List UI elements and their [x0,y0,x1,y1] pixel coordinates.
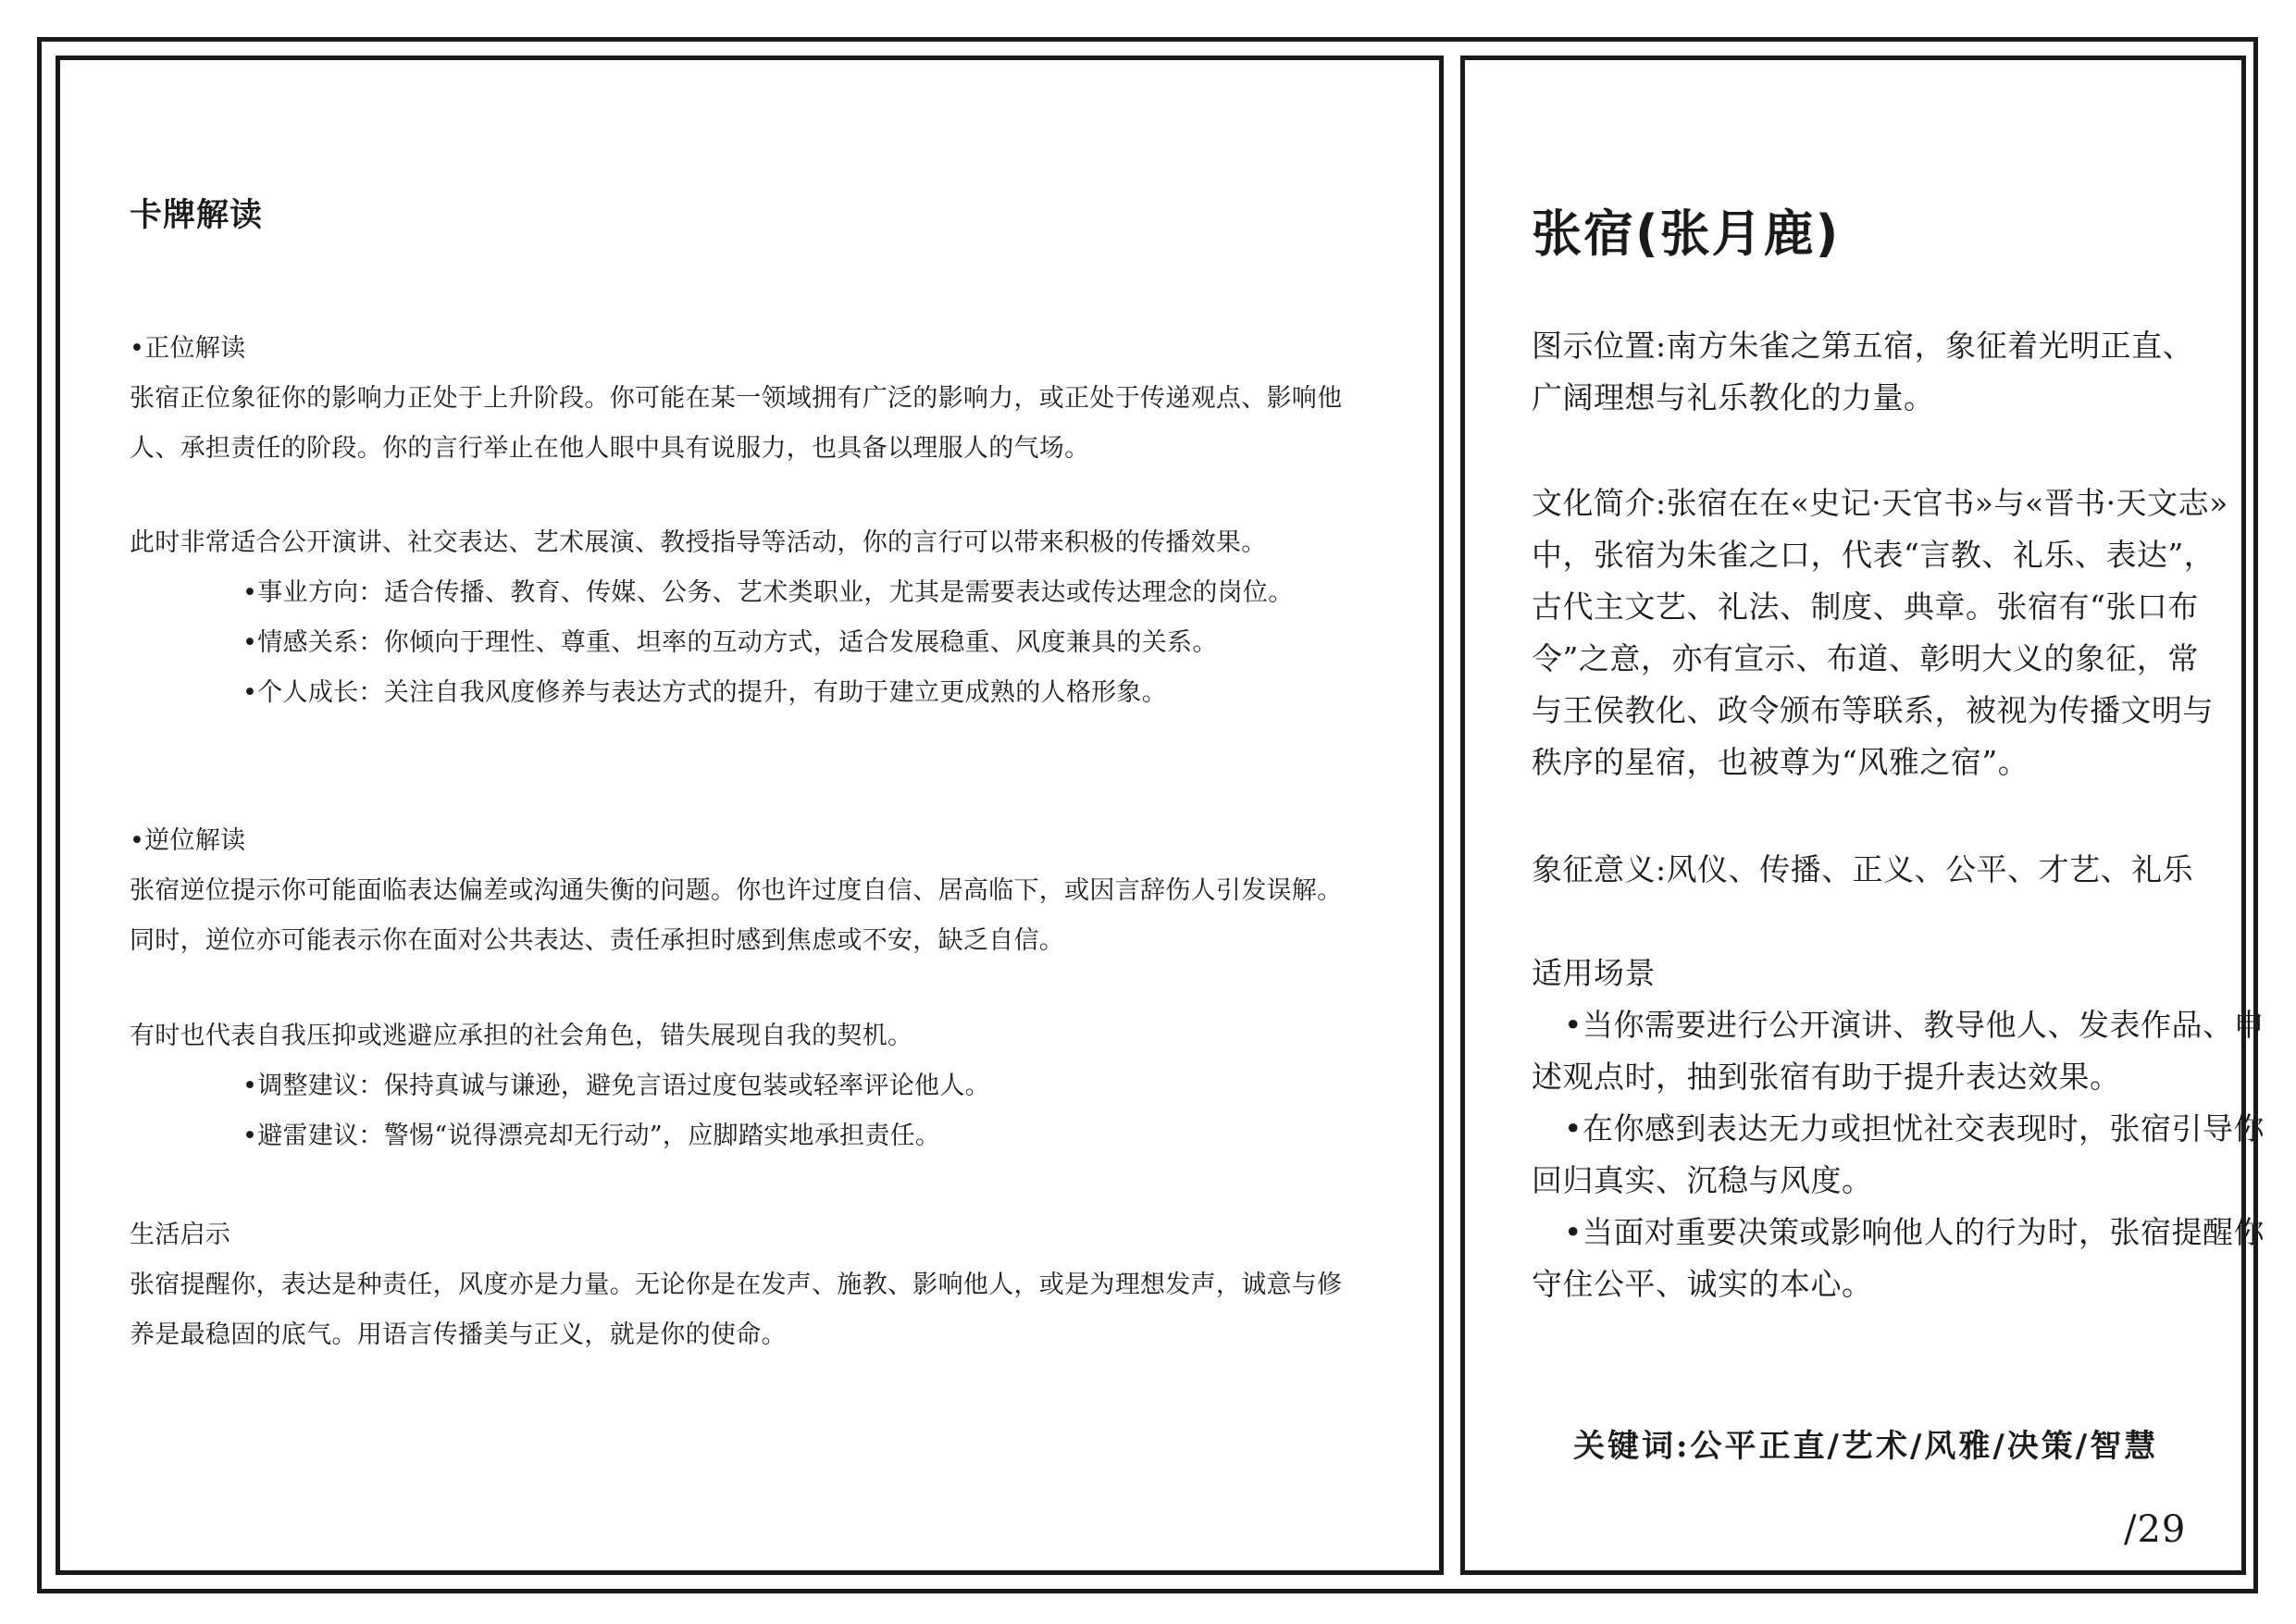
reversed-title: •逆位解读 [130,826,246,855]
scenarios-title: 适用场景 [1532,955,1656,991]
life-insight-title: 生活启示 [130,1221,231,1249]
reversed-bullet-adjust: •调整建议：保持真诚与谦逊，避免言语过度包装或轻率评论他人。 [242,1072,990,1100]
page-number: /29 [2124,1508,2187,1551]
scenario-line-2: 述观点时，抽到张宿有助于提升表达效果。 [1532,1059,2121,1095]
reversed-line-2: 同时，逆位亦可能表示你在面对公共表达、责任承担时感到焦虑或不安，缺乏自信。 [130,926,1065,955]
upright-bullet-growth: •个人成长：关注自我风度修养与表达方式的提升，有助于建立更成熟的人格形象。 [242,678,1168,707]
culture-line-3: 古代主文艺、礼法、制度、典章。张宿有“张口布 [1532,589,2199,625]
scenario-line-4: 回归真实、沉稳与风度。 [1532,1162,1873,1198]
reversed-paragraph-2: 有时也代表自我压抑或逃避应承担的社会角色，错失展现自我的契机。 [130,1022,913,1050]
constellation-title: 张宿(张月鹿) [1532,205,1841,263]
symbolism-line: 象征意义:风仪、传播、正义、公平、才艺、礼乐 [1532,851,2194,887]
life-insight-line-1: 张宿提醒你，表达是种责任，风度亦是力量。无论你是在发声、施教、影响他人，或是为理想发声，诚意与修 [130,1271,1343,1299]
upright-line-1: 张宿正位象征你的影响力正处于上升阶段。你可能在某一领域拥有广泛的影响力，或正处于传递观点、影响他 [130,384,1343,413]
card-reading-heading: 卡牌解读 [130,197,264,234]
right-panel [1460,56,2246,1575]
scenario-line-1: •当你需要进行公开演讲、教导他人、发表作品、申 [1564,1007,2265,1043]
upright-line-2: 人、承担责任的阶段。你的言行举止在他人眼中具有说服力，也具备以理服人的气场。 [130,434,1090,463]
scenario-line-5: •当面对重要决策或影响他人的行为时，张宿提醒你 [1564,1214,2265,1250]
reversed-line-1: 张宿逆位提示你可能面临表达偏差或沟通失衡的问题。你也许过度自信、居高临下，或因言辞伤人引发误解。 [130,876,1343,905]
culture-line-1: 文化简介:张宿在在«史记·天官书»与«晋书·天文志» [1532,485,2228,521]
keywords-line: 关键词:公平正直/艺术/风雅/决策/智慧 [1573,1428,2159,1465]
reversed-bullet-avoid: •避雷建议：警惕“说得漂亮却无行动”，应脚踏实地承担责任。 [242,1122,941,1150]
culture-line-6: 秩序的星宿，也被尊为“风雅之宿”。 [1532,744,2029,780]
upright-bullet-career: •事业方向：适合传播、教育、传媒、公务、艺术类职业，尤其是需要表达或传达理念的岗位。 [242,578,1294,607]
upright-title: •正位解读 [130,334,246,363]
scenario-line-6: 守住公平、诚实的本心。 [1532,1266,1873,1302]
position-line-2: 广阔理想与礼乐教化的力量。 [1532,379,1935,415]
life-insight-line-2: 养是最稳固的底气。用语言传播美与正义，就是你的使命。 [130,1320,787,1349]
position-line-1: 图示位置:南方朱雀之第五宿，象征着光明正直、 [1532,328,2194,364]
upright-paragraph-2: 此时非常适合公开演讲、社交表达、艺术展演、教授指导等活动，你的言行可以带来积极的传播效果。 [130,528,1267,557]
culture-line-5: 与王侯教化、政令颁布等联系，被视为传播文明与 [1532,692,2214,728]
culture-line-2: 中，张宿为朱雀之口，代表“言教、礼乐、表达”， [1532,537,2215,573]
scenario-line-3: •在你感到表达无力或担忧社交表现时，张宿引导你 [1564,1110,2265,1147]
upright-bullet-relationship: •情感关系：你倾向于理性、尊重、坦率的互动方式，适合发展稳重、风度兼具的关系。 [242,628,1218,657]
culture-line-4: 令”之意，亦有宣示、布道、彰明大义的象征，常 [1532,640,2199,676]
